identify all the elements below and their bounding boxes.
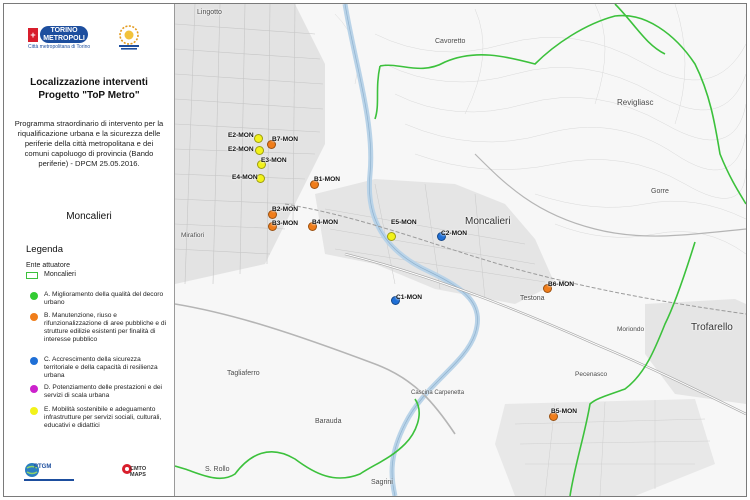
marker-label: B3-MON xyxy=(272,220,299,227)
marker-label: E3-MON xyxy=(261,157,287,164)
map-frame xyxy=(3,3,747,497)
map-label: Cavoretto xyxy=(435,38,466,45)
logo-line1: TORINO xyxy=(50,27,78,34)
marker-label: B1-MON xyxy=(314,176,341,183)
panel-description: Programma straordinario di intervento per la riqualificazione urbana e la sicurezza delle periferie della città metropolitana e dei comuni capoluogo di provincia (Bando periferie) - DPCM 25.05.2016. xyxy=(14,119,164,168)
marker-label: B6-MON xyxy=(548,281,575,288)
panel-title xyxy=(14,76,164,102)
marker-label: B4-MON xyxy=(312,219,339,226)
torino-metropoli-logo xyxy=(28,26,91,52)
marker-label: B5-MON xyxy=(551,408,578,415)
marker-label: C1-MON xyxy=(396,294,423,301)
legend-dot-icon xyxy=(30,292,38,300)
project-marker[interactable] xyxy=(255,146,264,155)
marker-label: E2-MON xyxy=(228,132,254,139)
map-label: Mirafiori xyxy=(181,232,205,239)
legend-dot-icon xyxy=(30,385,38,393)
cmto-label: CMTO MAPS xyxy=(130,466,147,478)
logo-line2: METROPOLI xyxy=(43,35,85,42)
map-label: Sagrini xyxy=(371,479,393,486)
map-label: Tagliaferro xyxy=(227,370,260,377)
legend-dot-icon xyxy=(30,313,38,321)
marker-label: E5-MON xyxy=(391,219,417,226)
legend-text: A. Miglioramento della qualità del decoro urbano xyxy=(44,291,164,306)
marker-label: E4-MON xyxy=(232,174,258,181)
legend-dot-icon xyxy=(30,407,38,415)
legend-text: C. Accrescimento della sicurezza territoriale e della capacità di resilienza urbana xyxy=(44,356,158,379)
map-label: Testona xyxy=(520,295,545,302)
municipality-name: Moncalieri xyxy=(66,211,112,222)
marker-label: E2-MON xyxy=(228,146,254,153)
map-label: Barauda xyxy=(315,418,342,425)
red-cross-flag-icon: + xyxy=(28,28,38,42)
legend-text: E. Mobilità sostenibile e adeguamento infrastrutture per servizi sociali, culturali, educativi e didattici xyxy=(44,406,162,429)
ptgm-logo xyxy=(24,462,74,488)
base-map xyxy=(175,4,746,496)
logo-subtitle: Città metropolitana di Torino xyxy=(28,44,91,50)
government-emblem-icon xyxy=(112,24,146,52)
logo-underline xyxy=(24,479,74,481)
map-label: Pecenasco xyxy=(575,371,608,378)
project-marker[interactable] xyxy=(387,232,396,241)
map-label: Trofarello xyxy=(691,322,733,333)
map-label: Cascina Carpenetta xyxy=(411,390,465,396)
title-line1: Localizzazione interventi xyxy=(30,77,148,88)
legend-panel xyxy=(4,4,175,496)
project-marker[interactable] xyxy=(254,134,263,143)
legend-title: Legenda xyxy=(26,244,63,255)
boundary-label: Moncalieri xyxy=(44,271,76,278)
boundary-swatch-icon xyxy=(26,272,38,279)
legend-text: B. Manutenzione, riuso e rifunzionalizzazione di aree pubbliche e di strutture edilizie esistenti per finalità di interesse pubblico xyxy=(44,312,167,343)
map-label: Moncalieri xyxy=(465,216,511,227)
map-label: S. Rollo xyxy=(205,466,230,473)
ptgm-label: PTGM xyxy=(34,464,52,470)
legend-text: D. Potenziamento delle prestazioni e dei servizi di scala urbana xyxy=(44,384,163,399)
title-line2: Progetto "ToP Metro" xyxy=(38,90,140,101)
map-label: Moriondo xyxy=(617,326,645,333)
map-label: Revigliasc xyxy=(617,98,654,107)
torino-metropoli-badge xyxy=(40,26,88,43)
map-label: Lingotto xyxy=(197,9,222,16)
marker-label: B2-MON xyxy=(272,206,299,213)
legend-dot-icon xyxy=(30,357,38,365)
marker-label: B7-MON xyxy=(272,136,299,143)
ente-label: Ente attuatore xyxy=(26,262,70,269)
map-label: Gorre xyxy=(651,188,669,195)
cmto-maps-logo xyxy=(120,463,156,485)
map-area[interactable] xyxy=(175,4,746,496)
marker-label: C2-MON xyxy=(441,230,468,237)
